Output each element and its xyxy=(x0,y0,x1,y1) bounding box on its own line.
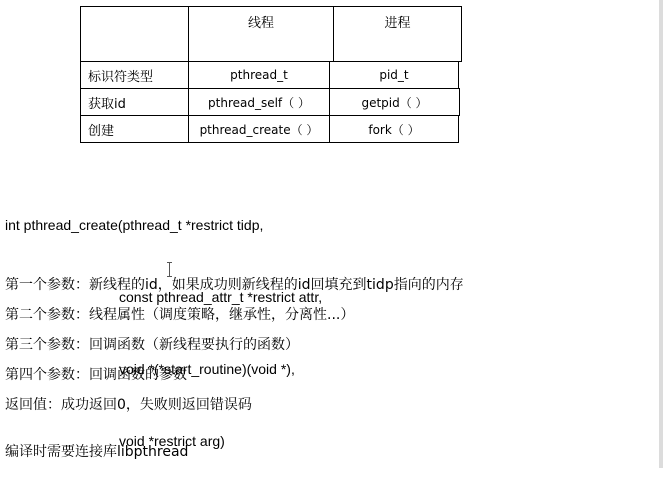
cell-thread-identifier-type: pthread_t xyxy=(188,61,330,89)
table-header-empty xyxy=(80,6,189,62)
param-second: 第二个参数：线程属性（调度策略，继承性，分离性...） xyxy=(5,307,355,323)
table-header-thread: 线程 xyxy=(188,6,334,62)
prototype-line-4: void *restrict arg) xyxy=(119,433,225,449)
table-header-process: 进程 xyxy=(333,6,462,62)
param-first: 第一个参数：新线程的id，如果成功则新线程的id回填充到tidp指向的内存 xyxy=(5,277,464,293)
row-label-create: 创建 xyxy=(80,115,189,143)
param-third: 第三个参数：回调函数（新线程要执行的函数） xyxy=(5,337,299,353)
compile-note: 编译时需要连接库libpthread xyxy=(5,444,189,460)
row-label-identifier-type: 标识符类型 xyxy=(80,61,189,89)
return-value: 返回值：成功返回0，失败则返回错误码 xyxy=(5,397,252,413)
thread-process-comparison-table xyxy=(80,6,462,142)
prototype-line-2: const pthread_attr_t *restrict attr, xyxy=(119,289,323,305)
row-label-get-id: 获取id xyxy=(80,88,189,116)
cell-process-identifier-type: pid_t xyxy=(329,61,459,89)
param-fourth: 第四个参数：回调函数的参数 xyxy=(5,367,187,383)
prototype-line-3: void *(*start_routine)(void *), xyxy=(119,361,295,377)
cell-process-create: fork（ ） xyxy=(329,115,459,143)
cell-thread-create: pthread_create（ ） xyxy=(188,115,330,143)
window-edge xyxy=(659,0,663,468)
parameter-descriptions xyxy=(5,270,464,420)
prototype-line-1: int pthread_create(pthread_t *restrict tidp, xyxy=(5,217,264,233)
cell-process-get-id: getpid（ ） xyxy=(329,88,460,116)
cell-thread-get-id: pthread_self（ ） xyxy=(188,88,330,116)
